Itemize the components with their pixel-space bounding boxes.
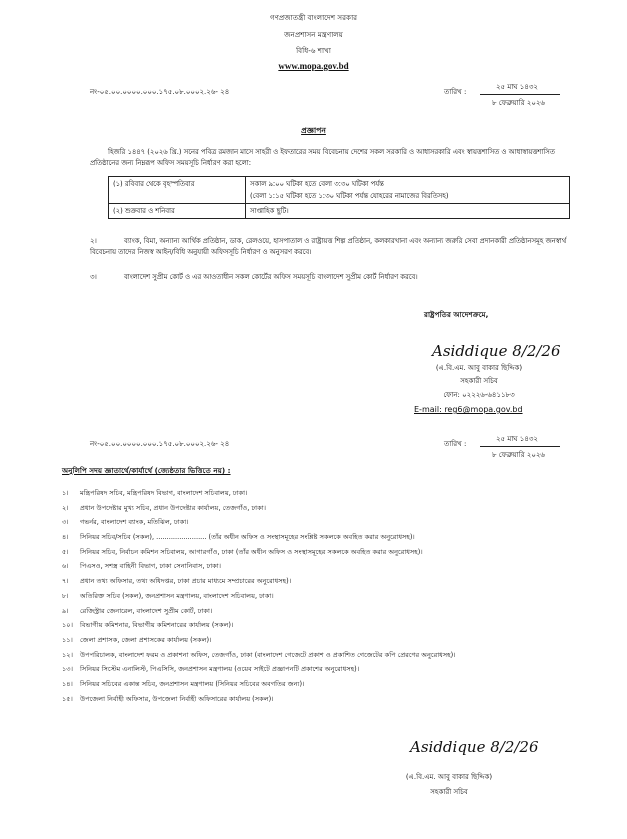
para2-number: ২। [90,237,97,245]
gov-title: গণপ্রজাতন্ত্রী বাংলাদেশ সরকার [269,13,358,22]
date-label: তারিখ : [444,88,467,96]
list-item: ১১। জেলা প্রশাসক, জেলা প্রশাসকের কার্যালয় (সকল)। [62,635,212,644]
website-link[interactable]: www.mopa.gov.bd [278,61,349,71]
branch-name: বিধি-৬ শাখা [296,46,331,55]
list-item: ৪। সিনিয়র সচিব/সচিব (সকল), ........................ (তাঁর অধীন অফিস ও সংস্থাসমূহের সংশ্লিষ্ট সকলকে অবহিত করার অনুরোধসহ)। [62,533,415,542]
signatory-name: (এ.বি.এম. আবু বাকার ছিদ্দিক) [435,364,523,372]
list-item: ১০। বিভাগীয় কমিশনার, বিভাগীয় কমিশনারের কার্যালয় (সকল)। [62,621,234,630]
paragraph-3: বাংলাদেশ সুপ্রীম কোর্ট ও এর আওতাধীন সকল কোর্টের অফিস সময়সূচি বাংলাদেশ সুপ্রীম কোর্ট নির্ধারণ করবে। [124,273,418,281]
schedule-days: (১) রবিবার থেকে বৃহস্পতিবার [109,177,246,204]
ministry-name: জনপ্রশাসন মন্ত্রণালয় [284,30,343,39]
schedule-time [246,177,570,204]
date-english: ৮ ফেব্রুয়ারি ২০২৬ [492,99,545,107]
schedule-table [108,176,570,219]
intro-paragraph: হিজরি ১৪৪৭ (২০২৬ খ্রি.) সনের পবিত্র রমজান মাসে সাহরী ও ইফতারের সময় বিবেচনায় দেশের সকল সরকারি ও আধাসরকারি এবং স্বায়ত্তশাসিত ও আধাস্বায়ত্তশাসিত প্রতিষ্ঠানের জন্য নিম্নরূপ অফিস সময়সূচি নির্ধারণ করা হলো: [90,148,555,167]
list-item: ১৩। সিনিয়র সিস্টেম এনালিস্ট, পিএসিসি, জনপ্রশাসন মন্ত্রণালয় (ওয়েব সাইটে প্রজ্ঞাপনটি প্রকাশের অনুরোধসহ)। [62,665,360,674]
date-bangla-2: ২৫ মাঘ ১৪৩২ [496,435,538,443]
date-divider [480,94,560,95]
order-line: রাষ্ট্রপতির আদেশক্রমে, [424,310,489,319]
memo-number-2: নং-০৫.০০.০০০০.০০০.১৭৫.০৮.০০০২.২৬- ২৪ [90,440,230,448]
schedule-time-note: (বেলা ১:১৫ ঘটিকা হতে ১:৩০ ঘটিকা পর্যন্ত যোহরের নামাজের বিরতিসহ) [250,192,449,200]
date-divider-2 [480,446,560,447]
schedule-days: (২) শুক্রবার ও শনিবার [109,204,246,219]
signatory-designation: সহকারী সচিব [460,377,498,385]
list-item: ৫। সিনিয়র সচিব, নির্বাচন কমিশন সচিবালয়, আগারগাঁও, ঢাকা (তাঁর অধীন অফিস ও সংস্থাসমূহের সকলকে অবহিত করার অনুরোধসহ)। [62,547,423,556]
table-row [109,204,570,219]
list-item: ১। মন্ত্রিপরিষদ সচিব, মন্ত্রিপরিষদ বিভাগ, বাংলাদেশ সচিবালয়, ঢাকা। [62,489,248,497]
signatory-designation-2: সহকারী সচিব [430,788,468,796]
signatory-name-2: (এ.বি.এম. আবু বাকার ছিদ্দিক) [405,773,493,781]
schedule-time-main: সকাল ৯:০০ ঘটিকা হতে বেলা ৩:৩০ ঘটিকা পর্যন্ত [250,180,384,188]
list-item: ১৫। উপজেলা নির্বাহী অফিসার, উপজেলা নির্বাহী অফিসারের কার্যালয় (সকল)। [62,694,274,703]
signature-1: Asiddique 8/2/26 [432,342,561,360]
signature-2: Asiddique 8/2/26 [410,738,539,756]
schedule-time: সাপ্তাহিক ছুটি। [246,204,570,219]
list-item: ১২। উপপরিচালক, বাংলাদেশ ফরম ও প্রকাশনা অফিস, তেজগাঁও, ঢাকা (বাংলাদেশ গেজেটে প্রকাশ ও প্রকাশিত গেজেটের কপি প্রেরণের অনুরোধসহ)। [62,650,456,659]
table-row [109,177,570,204]
list-item: ৩। গভর্নর, বাংলাদেশ ব্যাংক, মতিঝিল, ঢাকা। [62,518,189,527]
date-english-2: ৮ ফেব্রুয়ারি ২০২৬ [492,451,545,459]
page-title: প্রজ্ঞাপন [301,126,326,135]
signatory-phone: ফোন: ০২২২৬-৬৪১১৮৩ [443,391,515,399]
paragraph-2: ব্যাংক, বিমা, অন্যান্য আর্থিক প্রতিষ্ঠান, ডাক, রেলওয়ে, হাসপাতাল ও রাষ্ট্রায়ত্ত শিল্প প্রতিষ্ঠান, কলকারখানা এবং অন্যান্য জরুরি সেবা প্রদানকারী প্রতিষ্ঠানসমূহ জনস্বার্থ বিবেচনায় তাদের নিজস্ব আইন/বিধি অনুযায়ী অফিসসূচি নির্ধারণ ও অনুসরণ করবে। [90,237,567,256]
copy-heading: অনুলিপি সদয় জ্ঞাতার্থে/কার্যার্থে (জ্যেষ্ঠতার ভিত্তিতে নয়) : [62,466,231,475]
list-item: ৭। প্রধান তথ্য অফিসার, তথ্য অধিদপ্তর, ঢাকা প্রচার মাধ্যমে সম্প্রচারের অনুরোধসহ)। [62,577,292,586]
para3-number: ৩। [90,273,97,281]
memo-number: নং-০৫.০০.০০০০.০০০.১৭৫.০৮.০০০২.২৬- ২৪ [90,88,230,96]
list-item: ৬। পিএসও, সশস্ত্র বাহিনী বিভাগ, ঢাকা সেনানিবাস, ঢাকা। [62,562,222,571]
signatory-email[interactable]: E-mail: reg6@mopa.gov.bd [414,405,523,414]
copy-list [62,488,582,708]
date-label-2: তারিখ : [444,440,467,448]
date-bangla: ২৫ মাঘ ১৪৩২ [496,83,538,91]
list-item: ৮। অতিরিক্ত সচিব (সকল), জনপ্রশাসন মন্ত্রণালয়, বাংলাদেশ সচিবালয়, ঢাকা। [62,591,274,600]
list-item: ৯। রেজিস্ট্রার জেনারেল, বাংলাদেশ সুপ্রীম কোর্ট, ঢাকা। [62,606,213,615]
list-item: ২। প্রধান উপদেষ্টার মুখ্য সচিব, প্রধান উপদেষ্টার কার্যালয়, তেজগাঁও, ঢাকা। [62,503,266,512]
list-item: ১৪। সিনিয়র সচিবের একান্ত সচিব, জনপ্রশাসন মন্ত্রণালয় (সিনিয়র সচিবের অবগতির জন্য)। [62,679,305,688]
